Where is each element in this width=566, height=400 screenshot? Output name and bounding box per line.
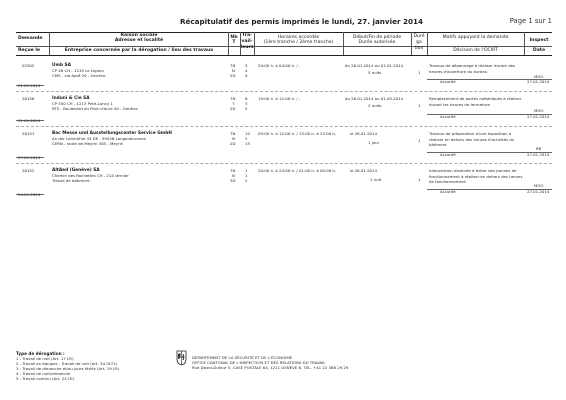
row-duree: 5 nuits: [368, 70, 382, 75]
row-address: Chemin des Rochettes CH - 214 Vernier: [52, 173, 129, 178]
row-decision: Accordé: [440, 189, 456, 194]
header-bottom-rule: [16, 55, 552, 56]
col-duree-1: Duré: [413, 34, 425, 39]
col-horaires-2: (1ère tranche / 2ème tranche): [263, 40, 334, 45]
col-travailleurs-1: Tra-: [242, 33, 252, 38]
row-demande: 26158: [22, 96, 35, 101]
row-dur: 1: [418, 70, 421, 75]
row-nb: 2D: [230, 106, 236, 111]
footer-office: OFFICE CANTONAL DE L'INSPECTION ET DES RELATIONS DU TRAVAIL: [192, 360, 326, 365]
col-travailleurs-2: vail-: [241, 39, 253, 44]
row-site: RTS - Boulevard du Pont-d'Arve 40 - Genève: [52, 106, 138, 111]
row-company: AltAed (Genève) SA: [52, 168, 100, 173]
row-trav: 1: [245, 173, 248, 178]
row-motif: Travaux de préparation d'une exposition à réaliser en dehors des heures d'activités du bâtiment: [429, 131, 515, 147]
row-trav: 2: [245, 178, 248, 183]
row-recu: 24.01.2014: [18, 192, 41, 197]
row-address: CP 48 CH - 1219 Le Lignon: [52, 68, 104, 73]
legend-item: 2 - Travail en équipes - Travail de nuit (Art. 34 OLT1): [16, 361, 118, 366]
row-company: Umb SA: [52, 63, 71, 68]
col-horaires-1: Horaires accordés: [277, 35, 320, 40]
row-inspect: BR: [536, 146, 542, 151]
row-periode: le 28.01.2014: [350, 168, 377, 173]
col-duree-3: tion: [414, 46, 424, 51]
row-trav: 1: [245, 168, 248, 173]
col-raison-2: Adresse et localité: [114, 38, 164, 43]
row-trav: 4: [245, 68, 248, 73]
row-horaires: 20:00 h. à 04:00 h. / -: [258, 63, 301, 68]
row-site: Travail de bâtiment: [52, 178, 90, 183]
row-company: Induni & Cie SA: [52, 96, 90, 101]
row-duree: 2 nuits: [368, 103, 382, 108]
header-mid-rule: [16, 46, 552, 47]
col-motifs: Motifs appuyant la demande: [442, 35, 509, 40]
col-recu: Reçue le: [18, 48, 41, 53]
row-trav: 5: [245, 106, 248, 111]
row-motif: Intervention destinée à éviter des pannes de fonctionnement à réaliser en dehors des heures de fonctionnement: [429, 168, 523, 184]
row-periode: du 26.01.2014 au 01.03.2014: [345, 96, 404, 101]
row-trav: 3: [245, 101, 248, 106]
row-trav: 8: [245, 96, 248, 101]
row-nb: 7N: [230, 63, 236, 68]
page-number: Page 1 sur 1: [509, 17, 552, 25]
col-date: Date: [532, 48, 546, 53]
row-decision: Accordé: [440, 114, 456, 119]
col-inspect: Inspect: [529, 38, 549, 43]
row-nb: 7N: [230, 168, 236, 173]
row-motif: Travaux de dépannage à réaliser durant des heures d'ouverture du bureau: [429, 63, 516, 74]
row-dur: 1: [418, 103, 421, 108]
row-separator: [16, 126, 552, 127]
legend-title: Type de dérogation :: [16, 351, 65, 356]
row-dur: 1: [418, 138, 421, 143]
row-trav: 9: [245, 73, 248, 78]
row-date: 27.01.2014: [527, 189, 550, 194]
row-separator: [16, 91, 552, 92]
row-address: An der Lohmühle 43 DE - 59456 Langenbrunnen: [52, 136, 147, 141]
row-horaires: 19:00 h. à 12:00 h. / -: [258, 96, 301, 101]
row-company: Bac Messe und Ausstellungscenter Service GmbH: [52, 131, 172, 136]
row-periode: du 26.01.2014 au 01.01.2014: [345, 63, 404, 68]
col-decision: Décision de l'OCIRT: [453, 48, 498, 53]
row-duree: 1 nuit: [370, 177, 382, 182]
col-nb-type: T: [232, 40, 236, 45]
col-periode-1: Début/Fin de période: [352, 35, 402, 40]
legend-item: 4 - Travail de nuit/dimanche: [16, 371, 71, 376]
legend-item: 1 - Travail de nuit (Art. 17 LTr): [16, 356, 74, 361]
row-horaires: 05:00 h. à 12:00 h. / 13:00 h. à 23:00 h.: [258, 131, 337, 136]
row-demande: 02502: [22, 63, 35, 68]
row-inspect: MGO: [534, 108, 544, 113]
row-inspect: MGO: [534, 74, 544, 79]
row-trav: 5: [245, 63, 248, 68]
row-nb: 3D: [230, 178, 236, 183]
row-inspect: MGO: [534, 183, 544, 188]
row-recu: 27.01.2014: [18, 155, 41, 160]
row-date: 27.01.2014: [527, 152, 550, 157]
row-nb: 2D: [230, 73, 236, 78]
footer-department: DÉPARTEMENT DE LA SÉCURITÉ ET DE L'ÉCONOMIE: [192, 355, 293, 360]
row-demande: 26151: [22, 131, 35, 136]
row-recu: 21.01.2014: [18, 83, 41, 88]
row-duree: 1 jour: [368, 140, 380, 145]
row-nb: N: [232, 68, 235, 73]
row-nb: 7N: [230, 131, 236, 136]
row-motif: Remplacement de portes métalliques à réaliser durant les heures de fermeture: [429, 96, 522, 107]
row-decision: Accordé: [440, 79, 456, 84]
row-demande: 26152: [22, 168, 35, 173]
footer-address: Rue David-Dufour 5, CASE POSTALE 64, 1211 GENÈVE 8, TEL. +41 22 388 29 29: [192, 365, 349, 370]
row-periode: le 28.01.2014: [350, 131, 377, 136]
row-trav: 5: [245, 136, 248, 141]
legend-item: 3 - Travail de dimanche et/ou jours fériés (Art. 19 LTr): [16, 366, 120, 371]
row-recu: 21.01.2014: [18, 118, 41, 123]
row-separator: [16, 163, 552, 164]
col-raison-3: Entreprise concernée par la dérogation / lieu des travaux: [64, 48, 214, 53]
row-date: 27.01.2014: [527, 79, 550, 84]
row-nb: T: [232, 101, 235, 106]
row-decision: Accordé: [440, 152, 456, 157]
row-dur: 1: [418, 177, 421, 182]
col-raison-1: Raison sociale: [120, 33, 158, 38]
row-trav: 10: [245, 131, 250, 136]
row-nb: 2D: [230, 141, 236, 146]
col-nb: Nb: [230, 35, 238, 40]
row-site: CMS - via Aprê 29 - Genève: [52, 73, 106, 78]
row-horaires: 20:00 h. à 24:00 h. / 01:00 h. à 05:00 h.: [258, 168, 337, 173]
row-address: CP 550 CH - 1213 Petit-Lancy 1: [52, 101, 113, 106]
col-periode-2: Durée autorisée: [358, 40, 396, 45]
row-nb: N: [232, 136, 235, 141]
row-date: 27.01.2014: [527, 114, 550, 119]
row-nb: 7N: [230, 96, 236, 101]
row-trav: 15: [245, 141, 250, 146]
col-duree-2: ga: [416, 40, 422, 45]
col-demande: Demande: [18, 36, 43, 41]
row-site: CERN - route de Meyrin 385 - Meyrin: [52, 141, 124, 146]
col-travailleurs-3: leurs: [240, 45, 254, 50]
legend-item: 5 - Travail continu (Art. 24 LTr): [16, 376, 75, 381]
page-title: Récapitulatif des permis imprimés le lundi, 27. janvier 2014: [180, 17, 423, 26]
geneva-coat-of-arms-icon: [176, 350, 187, 366]
row-nb: N: [232, 173, 235, 178]
